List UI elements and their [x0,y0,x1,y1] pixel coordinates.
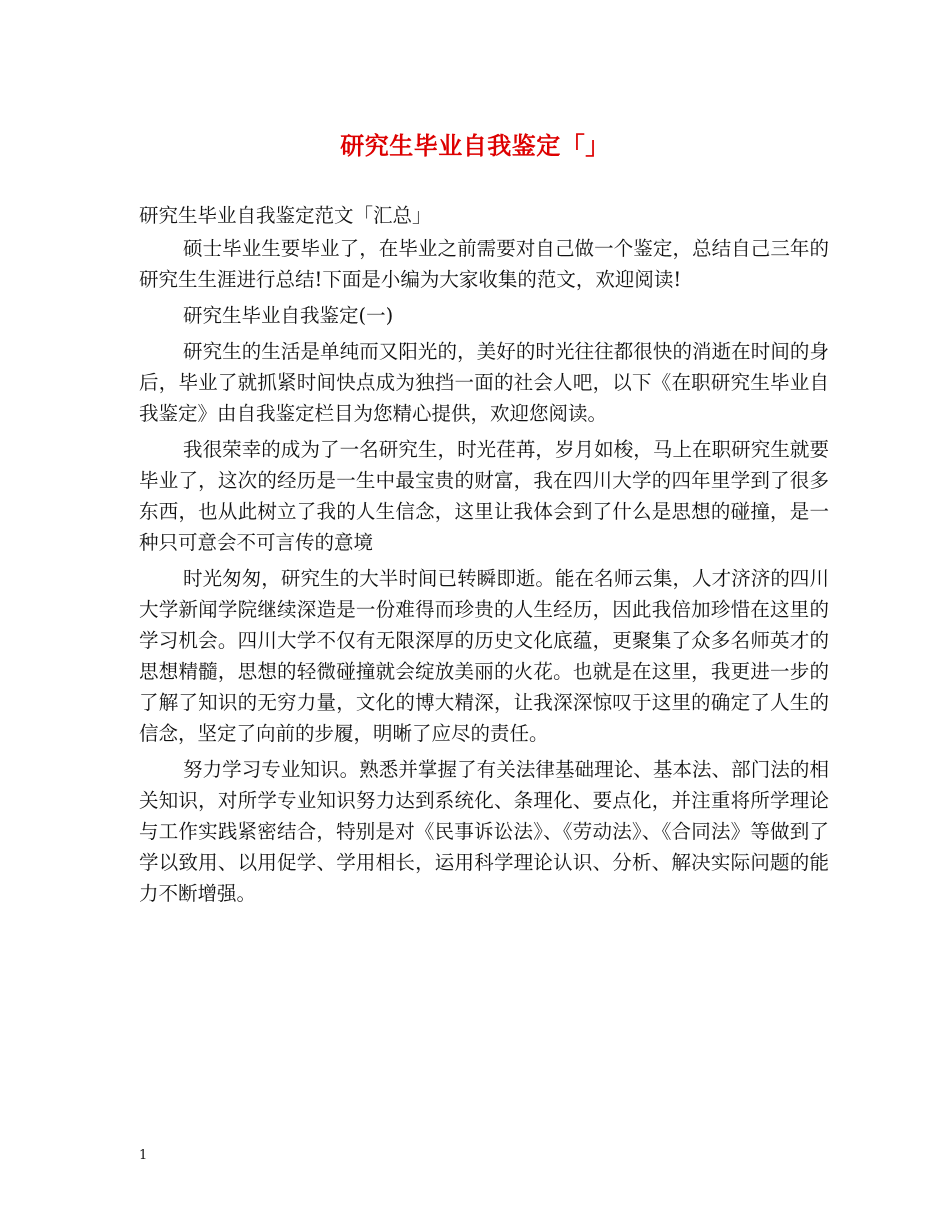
paragraph-1: 研究生的生活是单纯而又阳光的，美好的时光往往都很快的消逝在时间的身后，毕业了就抓紧时间快点成为独挡一面的社会人吧，以下《在职研究生毕业自我鉴定》由自我鉴定栏目为您精心提供，欢迎您阅读。 [139,340,829,425]
paragraph-3: 时光匆匆，研究生的大半时间已转瞬即逝。能在名师云集，人才济济的四川大学新闻学院继续深造是一份难得而珍贵的人生经历，因此我倍加珍惜在这里的学习机会。四川大学不仅有无限深厚的历史文化底蕴，更聚集了众多名师英才的思想精髓，思想的轻微碰撞就会绽放美丽的火花。也就是在这里，我更进一步的了解了知识的无穷力量，文化的博大精深，让我深深惊叹于这里的确定了人生的信念，坚定了向前的步履，明晰了应尽的责任。 [139,567,829,745]
page-number: 1 [139,1148,148,1163]
document-subtitle: 研究生毕业自我鉴定范文「汇总」 [139,204,432,227]
paragraph-2: 我很荣幸的成为了一名研究生，时光荏苒，岁月如梭，马上在职研究生就要毕业了，这次的经历是一生中最宝贵的财富，我在四川大学的四年里学到了很多东西，也从此树立了我的人生信念，这里让我体会到了什么是思想的碰撞，是一种只可意会不可言传的意境 [139,438,829,554]
paragraph-intro: 硕士毕业生要毕业了，在毕业之前需要对自己做一个鉴定，总结自己三年的研究生生涯进行总结!下面是小编为大家收集的范文，欢迎阅读! [139,237,829,291]
paragraph-4: 努力学习专业知识。熟悉并掌握了有关法律基础理论、基本法、部门法的相关知识，对所学专业知识努力达到系统化、条理化、要点化，并注重将所学理论与工作实践紧密结合，特别是对《民事诉讼法》、《劳动法》、《合同法》等做到了学以致用、以用促学、学用相长，运用科学理论认识、分析、解决实际问题的能力不断增强。 [139,758,829,905]
section-heading: 研究生毕业自我鉴定(一) [183,304,394,327]
document-title: 研究生毕业自我鉴定「」 [340,131,610,160]
document-body [139,200,829,914]
